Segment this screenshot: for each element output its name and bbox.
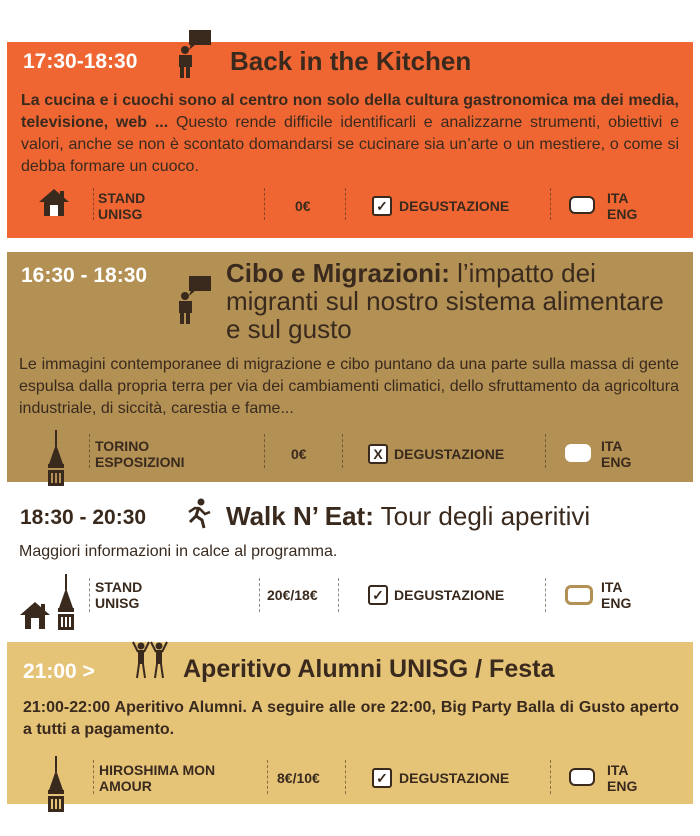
event-card-aperitivo-alumni — [7, 642, 693, 804]
price-label: 20€/18€ — [267, 587, 318, 603]
event-time: 16:30 - 18:30 — [21, 264, 148, 287]
divider — [89, 578, 91, 612]
price-label: 0€ — [295, 198, 311, 214]
event-title: Cibo e Migrazioni: l’impatto dei migranti sul nostro sistema alimentare e sul gusto — [226, 258, 664, 344]
event-card-cibo-e-migrazioni — [7, 252, 693, 482]
venue-label: STAND UNISG — [98, 190, 146, 222]
speaker-icon — [175, 28, 215, 80]
divider — [345, 188, 347, 220]
event-title: Walk N’ Eat: Tour degli aperitivi — [226, 501, 591, 531]
divider — [545, 434, 547, 468]
divider — [259, 578, 261, 612]
language-label: ITA ENG — [607, 762, 638, 794]
divider — [550, 760, 552, 794]
house-icon — [38, 187, 70, 217]
speech-bubble-icon — [565, 444, 591, 462]
divider — [264, 434, 266, 468]
event-time: 18:30 - 20:30 — [20, 506, 147, 529]
divider — [93, 760, 95, 794]
event-description: 21:00-22:00 Aperitivo Alumni. A seguire alle ore 22:00, Big Party Balla di Gusto aperto a tutti a pagamento. — [23, 699, 679, 738]
divider — [267, 760, 269, 794]
tasting-checkbox-icon: ✓ — [372, 196, 392, 216]
divider — [345, 760, 347, 794]
price-label: 8€/10€ — [277, 770, 320, 786]
event-time: 21:00 > — [23, 660, 95, 683]
divider — [89, 434, 91, 468]
tasting-checkbox-icon: ✓ — [372, 768, 392, 788]
tasting-label: DEGUSTAZIONE — [399, 198, 510, 214]
mole-antonelliana-icon — [55, 574, 77, 632]
tasting-label: DEGUSTAZIONE — [394, 587, 505, 603]
event-title: Aperitivo Alumni UNISG / Festa — [183, 655, 555, 683]
house-icon — [19, 600, 51, 630]
divider — [342, 434, 344, 468]
event-title: Back in the Kitchen — [230, 46, 472, 76]
mole-antonelliana-icon — [45, 756, 67, 814]
divider — [338, 578, 340, 612]
event-time: 17:30-18:30 — [23, 50, 138, 73]
people-cheering-icon — [131, 638, 171, 682]
mole-antonelliana-icon — [45, 430, 67, 488]
price-label: 0€ — [291, 446, 307, 462]
language-label: ITA ENG — [601, 579, 632, 611]
divider — [264, 188, 266, 220]
event-card-back-in-the-kitchen — [7, 42, 693, 238]
tasting-label: DEGUSTAZIONE — [399, 770, 510, 786]
divider — [550, 188, 552, 220]
speech-bubble-icon — [569, 768, 595, 786]
venue-label: STAND UNISG — [95, 579, 143, 611]
event-description: Le immagini contemporanee di migrazione e cibo puntano da una parte sulla massa di gente espulsa dalla propria terra per via dei cambiamenti climatici, dello sfruttamento da agricoltura industriale, di siccità, carestia e fame... — [19, 356, 679, 417]
divider — [93, 188, 95, 220]
divider — [545, 578, 547, 612]
venue-label: HIROSHIMA MON AMOUR — [99, 762, 216, 794]
speaker-icon — [175, 274, 215, 326]
speech-bubble-icon — [565, 585, 593, 605]
tasting-checkbox-icon: ✓ — [368, 585, 388, 605]
event-description: La cucina e i cuochi sono al centro non solo della cultura gastronomica ma dei media, televisione, web ... Questo rende difficile identificarli e analizzarne strumenti, obiettivi e valori, anche se non è scontato domandarsi se cucinare sia un’arte o un mestiere, o come si debba formare un cuoco. — [21, 92, 679, 175]
language-label: ITA ENG — [607, 190, 638, 222]
event-description: Maggiori informazioni in calce al programma. — [19, 543, 338, 560]
tasting-x-icon: X — [368, 444, 388, 464]
language-label: ITA ENG — [601, 438, 632, 470]
venue-label: TORINO ESPOSIZIONI — [95, 438, 185, 470]
event-card-walk-n-eat — [7, 488, 693, 638]
speech-bubble-icon — [569, 196, 595, 214]
walking-icon — [185, 498, 213, 530]
tasting-label: DEGUSTAZIONE — [394, 446, 505, 462]
